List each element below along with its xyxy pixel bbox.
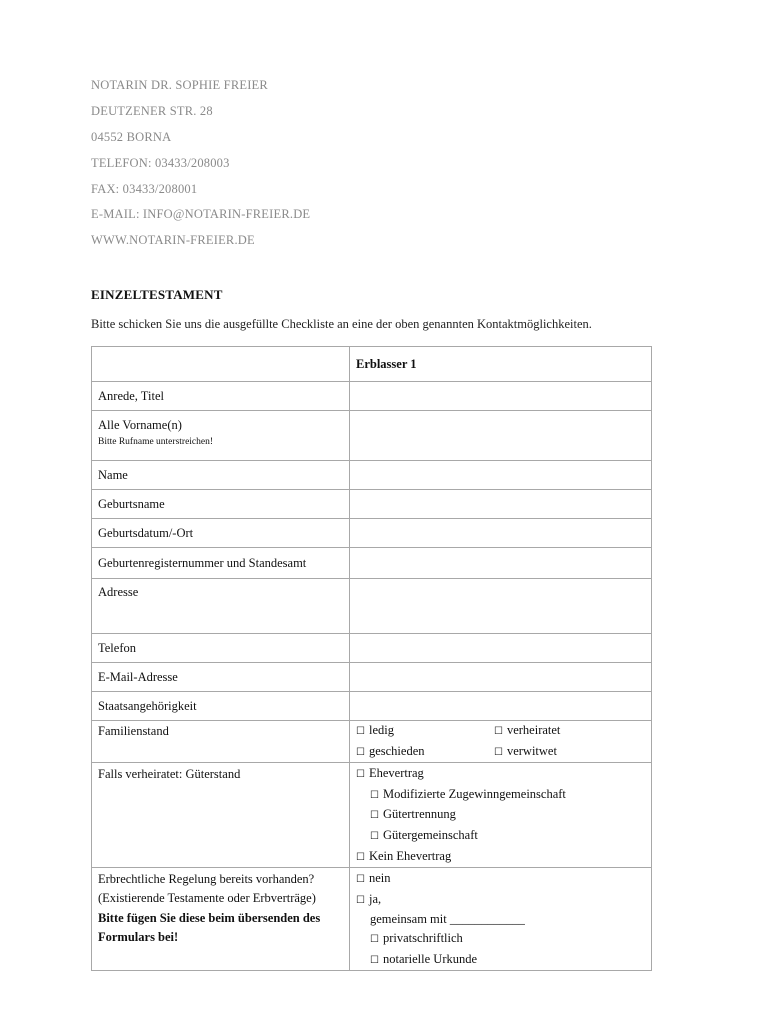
checkbox-icon[interactable]: ☐: [356, 769, 365, 781]
row-label-name: Name: [92, 461, 350, 490]
option-verwitwet[interactable]: ☐ verwitwet: [494, 743, 557, 758]
option-kein-ehevertrag[interactable]: ☐ Kein Ehevertrag: [356, 848, 452, 863]
table-row: [92, 634, 652, 663]
geburtsname-input-cell[interactable]: [350, 490, 652, 519]
table-row: [92, 411, 652, 461]
notary-city: 04552 BORNA: [91, 129, 172, 144]
checkbox-icon[interactable]: ☐: [356, 746, 365, 758]
notary-fax: FAX: 03433/208001: [91, 181, 198, 196]
checkbox-icon[interactable]: ☐: [370, 830, 379, 842]
row-label-geburtenregister: Geburtenregisternummer und Standesamt: [92, 548, 350, 579]
table-row: [92, 763, 652, 868]
row-label-adresse: Adresse: [92, 579, 350, 634]
row-label-email: E-Mail-Adresse: [92, 663, 350, 692]
option-notarielle-urkunde[interactable]: ☐ notarielle Urkunde: [370, 951, 478, 966]
row-label-telefon: Telefon: [92, 634, 350, 663]
familienstand-options: [350, 721, 652, 763]
table-header-row: [92, 347, 652, 382]
gueterstand-options: [350, 763, 652, 868]
row-label-erbrecht: Erbrechtliche Regelung bereits vorhanden?: [98, 872, 315, 887]
notary-contact-header: [91, 76, 310, 257]
row-label-vornamen: Alle Vorname(n): [98, 418, 182, 432]
checklist-table: [91, 346, 652, 971]
erbrecht-options: [350, 868, 652, 971]
checkbox-icon[interactable]: ☐: [494, 746, 503, 758]
table-row: [92, 579, 652, 634]
erbrecht-note: Bitte fügen Sie diese beim übersenden des Formulars bei!: [98, 911, 321, 944]
option-ja[interactable]: ☐ ja,: [356, 891, 382, 906]
checkbox-icon[interactable]: ☐: [370, 954, 379, 966]
rufname-note: Bitte Rufname unterstreichen!: [98, 436, 214, 447]
document-title: EINZELTESTAMENT: [91, 287, 223, 302]
table-row: [92, 548, 652, 579]
telefon-input-cell[interactable]: [350, 634, 652, 663]
table-row: [92, 461, 652, 490]
option-geschieden[interactable]: ☐ geschieden: [356, 743, 425, 758]
notary-name: NOTARIN DR. SOPHIE FREIER: [91, 78, 268, 92]
checkbox-icon[interactable]: ☐: [370, 933, 379, 945]
option-privatschriftlich[interactable]: ☐ privatschriftlich: [370, 930, 463, 945]
option-zugewinngemeinschaft[interactable]: ☐ Modifizierte Zugewinngemeinschaft: [370, 786, 566, 801]
row-label-geburtsname: Geburtsname: [92, 490, 350, 519]
staatsangehoerigkeit-input-cell[interactable]: [350, 692, 652, 721]
vornamen-input-cell[interactable]: [350, 411, 652, 461]
option-guetergemeinschaft[interactable]: ☐ Gütergemeinschaft: [370, 827, 478, 842]
option-nein[interactable]: ☐ nein: [356, 871, 391, 886]
checkbox-icon[interactable]: ☐: [356, 874, 365, 886]
checkbox-icon[interactable]: ☐: [356, 894, 365, 906]
table-row: [92, 692, 652, 721]
name-input-cell[interactable]: [350, 461, 652, 490]
table-row: [92, 721, 652, 763]
checkbox-icon[interactable]: ☐: [370, 789, 379, 801]
option-guetertrennung[interactable]: ☐ Gütertrennung: [370, 807, 456, 822]
gemeinsam-mit-field[interactable]: gemeinsam mit ____________: [370, 912, 525, 927]
row-label-anrede: Anrede, Titel: [92, 382, 350, 411]
adresse-input-cell[interactable]: [350, 579, 652, 634]
anrede-input-cell[interactable]: [350, 382, 652, 411]
row-label-geburtsdatum: Geburtsdatum/-Ort: [92, 519, 350, 548]
notary-street: DEUTZENER STR. 28: [91, 103, 213, 118]
instruction-text: Bitte schicken Sie uns die ausgefüllte Checkliste an eine der oben genannten Kontaktmöglichkeiten.: [91, 317, 592, 331]
email-input-cell[interactable]: [350, 663, 652, 692]
column-header-erblasser: Erblasser 1: [350, 347, 652, 382]
table-row: [92, 382, 652, 411]
notary-email: E-MAIL: INFO@NOTARIN-FREIER.DE: [91, 207, 311, 222]
checkbox-icon[interactable]: ☐: [494, 726, 503, 737]
geburtsdatum-input-cell[interactable]: [350, 519, 652, 548]
checkbox-icon[interactable]: ☐: [356, 726, 365, 737]
row-label-gueterstand: Falls verheiratet: Güterstand: [92, 763, 350, 868]
option-verheiratet[interactable]: ☐ verheiratet: [494, 723, 561, 737]
geburtenregister-input-cell[interactable]: [350, 548, 652, 579]
notary-phone: TELEFON: 03433/208003: [91, 155, 230, 170]
table-row: [92, 519, 652, 548]
table-row: [92, 490, 652, 519]
table-row: [92, 663, 652, 692]
checkbox-icon[interactable]: ☐: [356, 851, 365, 863]
option-ehevertrag[interactable]: ☐ Ehevertrag: [356, 766, 424, 781]
table-row: [92, 868, 652, 971]
option-ledig[interactable]: ☐ ledig: [356, 723, 394, 737]
row-label-staatsangehoerigkeit: Staatsangehörigkeit: [92, 692, 350, 721]
checkbox-icon[interactable]: ☐: [370, 810, 379, 822]
erbrecht-sublabel: (Existierende Testamente oder Erbverträge): [98, 890, 316, 905]
notary-website: WWW.NOTARIN-FREIER.DE: [91, 233, 255, 248]
row-label-familienstand: Familienstand: [92, 721, 350, 763]
